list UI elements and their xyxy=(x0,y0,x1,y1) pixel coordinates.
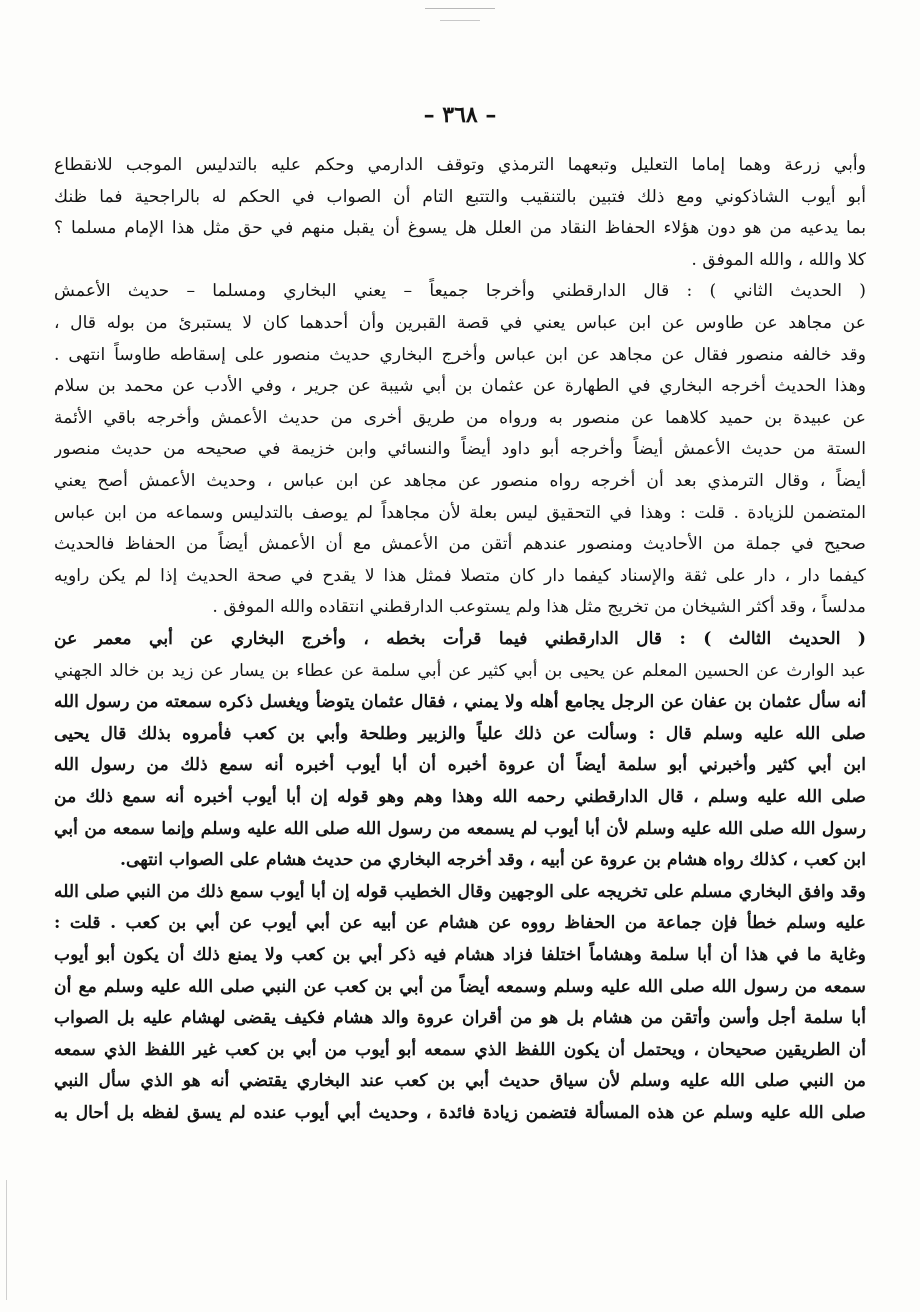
text-line: بما يدعيه من هو دون هؤلاء الحفاظ النقاد من العلل هل يسوغ أن يقبل منهم في حق مثل هذا الإمام مسلما ؟ xyxy=(54,218,866,239)
text-line: عن عبيدة بن حميد كلاهما عن منصور به ورواه من طريق أخرى من حديث الأعمش وأخرجه باقي الأئمة xyxy=(54,407,866,428)
text-line: عليه وسلم خطأ فإن جماعة من الحفاظ رووه عن هشام عن أبيه عن أبي أيوب عن أبي بن كعب . قلت : xyxy=(54,913,866,934)
scan-margin-line xyxy=(6,1180,7,1300)
text-line: ابن كعب ، كذلك رواه هشام بن عروة عن أبيه ، وقد أخرجه البخاري من حديث هشام على الصواب انتهى. xyxy=(120,850,866,871)
text-line: أنه سأل عثمان بن عفان عن الرجل يجامع أهله ولا يمني ، فقال عثمان يتوضأ ويغسل ذكره سمعته من رسول الله xyxy=(54,692,866,713)
text-line: ( الحديث الثاني ) : قال الدارقطني وأخرجا جميعاً – يعني البخاري ومسلما – حديث الأعمش xyxy=(54,281,866,302)
text-line: كلا والله ، والله الموفق . xyxy=(691,249,866,270)
text-line: وغاية ما في هذا أن أبا سلمة وهشاماً اختلفا فزاد هشام فيه ذكر أبي بن كعب ولا يمنع ذلك أن يكون أبو أيوب xyxy=(54,945,866,965)
text-line: صلى الله عليه وسلم قال : وسألت عن ذلك علياً والزبير وطلحة وأبي بن كعب فأمروه بذلك قال يحيى xyxy=(54,723,866,744)
text-line: صلى الله عليه وسلم عن هذه المسألة فتضمن زيادة فائدة ، وحديث أبي أيوب عنده لم يسق لفظه بل أحال به xyxy=(54,1103,866,1123)
text-line: سمعه من رسول الله صلى الله عليه وسلم وسمعه أيضاً من أبي بن كعب عن النبي صلى الله عليه وسلم مع أن xyxy=(54,976,866,997)
text-line: أبا سلمة أجل وأسن وأتقن من هشام بل هو من أقران عروة والد هشام فكيف يقضى لهشام عليه بل الصواب xyxy=(54,1008,866,1029)
text-line: من النبي صلى الله عليه وسلم لأن سياق حديث أبي بن كعب عند البخاري يقتضي أنه هو الذي سأل النبي xyxy=(54,1071,866,1092)
text-line: وقد خالفه منصور فقال عن مجاهد عن ابن عباس وأخرج البخاري حديث منصور على إسقاطه طاوساً انتهى . xyxy=(54,344,866,365)
text-line: المتضمن للزيادة . قلت : وهذا في التحقيق ليس بعلة لأن مجاهداً لم يوصف بالتدليس وسماعه من ابن عباس xyxy=(54,502,866,523)
text-line: أن الطريقين صحيحان ، ويحتمل أن يكون اللفظ الذي سمعه أبو أيوب من أبي بن كعب غير اللفظ الذي سمعه xyxy=(54,1039,866,1060)
text-line: ابن أبي كثير وأخبرني أبو سلمة أيضاً أن عروة أخبره أن أبا أيوب أخبره أنه سمع ذلك من رسول الله xyxy=(54,755,866,776)
text-line: عبد الوارث عن الحسين المعلم عن يحيى بن أبي كثير عن أبي سلمة عن عطاء بن يسار عن زيد بن خالد الجهني xyxy=(54,660,866,681)
text-line: عن مجاهد عن طاوس عن ابن عباس يعني في قصة القبرين وأن أحدهما كان لا يستبرئ من بوله قال ، xyxy=(54,313,866,333)
text-line: وهذا الحديث أخرجه البخاري في الطهارة عن عثمان بن أبي شيبة عن جرير ، وفي الأدب عن محمد بن سلام xyxy=(54,376,866,397)
text-line: صلى الله عليه وسلم ، قال الدارقطني رحمه الله وهذا وهم وهو قوله إن أبا أيوب أخبره أنه سمع ذلك من xyxy=(54,787,866,807)
text-line: ( الحديث الثالث ) : قال الدارقطني فيما قرأت بخطه ، وأخرج البخاري عن أبي معمر عن xyxy=(54,629,866,649)
top-decorative-rule xyxy=(425,8,495,9)
text-line: أيضاً ، وقال الترمذي بعد أن أخرجه رواه منصور عن مجاهد عن ابن عباس ، وحديث الأعمش أصح يعني xyxy=(54,471,866,491)
text-line: الستة من حديث الأعمش أيضاً وأخرجه أبو داود أيضاً والنسائي وابن خزيمة في صحيحه من حديث منصور xyxy=(54,439,866,460)
text-line: وقد وافق البخاري مسلم على تخريجه على الوجهين وقال الخطيب قوله إن أبا أيوب سمع ذلك من النبي صلى الله xyxy=(54,881,866,902)
text-line: كيفما دار ، دار على ثقة والإسناد كيفما دار كان متصلا فمثل هذا لا يقدح في صحة الحديث إذا لم يكن راويه xyxy=(54,565,866,586)
page-number: – ٣٦٨ – xyxy=(423,102,497,128)
text-line: مدلساً ، وقد أكثر الشيخان من تخريج مثل هذا ولم يستوعب الدارقطني انتقاده والله الموفق . xyxy=(212,597,866,618)
text-line: وأبي زرعة وهما إماما التعليل وتبعهما الترمذي وتوقف الدارمي وحكم عليه بالتدليس الموجب للانقطاع xyxy=(54,155,866,175)
text-line: أبو أيوب الشاذكوني ومع ذلك فتبين بالتنقيب والتتبع التام أن الصواب في الحكم له بالراجحية فما ظنك xyxy=(54,186,866,207)
top-decorative-rule-small xyxy=(440,20,480,21)
text-line: صحيح في جملة من الأحاديث ومنصور عندهم أتقن من الأعمش مع أن الأعمش أيضاً من الحفاظ فالحديث xyxy=(54,534,866,555)
text-line: رسول الله صلى الله عليه وسلم لأن أبا أيوب لم يسمعه من رسول الله صلى الله عليه وسلم وإنما سمعه من أبي xyxy=(54,818,866,839)
